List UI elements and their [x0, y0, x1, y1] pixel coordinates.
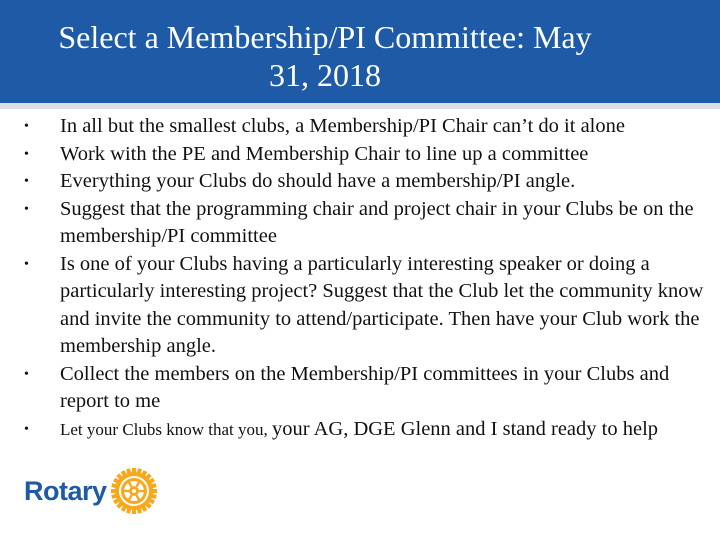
bullet-item [24, 361, 714, 416]
bullet-text: Collect the members on the Membership/PI committees in your Clubs and report to me [60, 362, 670, 412]
bullet-item [24, 196, 714, 251]
bullet-item [24, 113, 714, 141]
bullet-text-small: Let your Clubs know that you, [60, 419, 273, 439]
slide-title: Select a Membership/PI Committee: May 31, 2018 [58, 19, 592, 93]
bullet-glyph: • [24, 366, 29, 382]
bullet-text: Is one of your Clubs having a particularly interesting speaker or doing a particularly interesting project? Suggest that the Club let the community know and invite the community to attend/participate. Then have your Club work the membership angle. [60, 252, 704, 357]
bullet-text: Work with the PE and Membership Chair to line up a committee [60, 142, 589, 165]
bullet-item [24, 416, 714, 444]
bullet-item [24, 168, 714, 196]
bullet-list [24, 113, 714, 443]
bullet-text: Suggest that the programming chair and project chair in your Clubs be on the membership/PI committee [60, 197, 694, 247]
bullet-item [24, 251, 714, 361]
bullet-text: In all but the smallest clubs, a Membership/PI Chair can’t do it alone [60, 115, 625, 137]
rotary-logo [24, 466, 159, 516]
title-banner [0, 0, 720, 103]
bullet-glyph: • [24, 201, 29, 217]
bullet-glyph: • [24, 146, 29, 162]
banner-divider [0, 103, 720, 109]
bullet-text: your AG, DGE Glenn and I stand ready to help [272, 417, 659, 440]
bullet-glyph: • [24, 421, 29, 437]
bullet-text: Everything your Clubs do should have a membership/PI angle. [60, 170, 576, 192]
rotary-wordmark: Rotary [24, 475, 107, 506]
bullet-glyph: • [24, 119, 29, 134]
bullet-item [24, 141, 714, 169]
bullet-glyph: • [24, 174, 29, 189]
rotary-wheel-icon [109, 466, 159, 516]
bullet-glyph: • [24, 256, 29, 272]
